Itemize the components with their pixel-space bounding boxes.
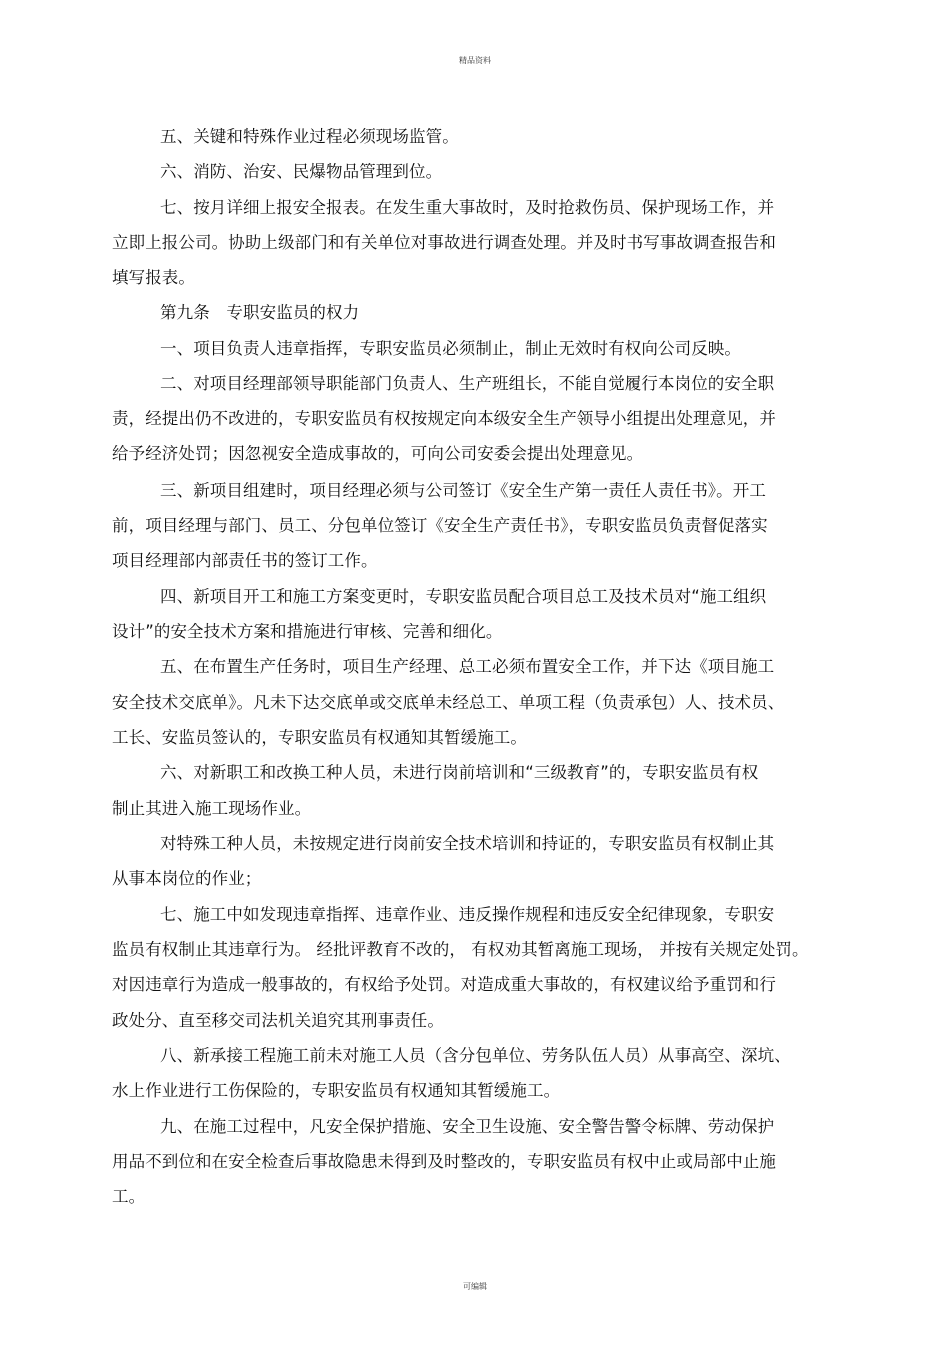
paragraph-line: 工长、安监员签认的，专职安监员有权通知其暂缓施工。 — [112, 728, 527, 747]
paragraph-line: 前，项目经理与部门、员工、分包单位签订《安全生产责任书》，专职安监员负责督促落实 — [112, 516, 768, 535]
paragraph-line: 八、新承接工程施工前未对施工人员（含分包单位、劳务队伍人员）从事高空、深坑、 — [160, 1046, 791, 1065]
page-header-label: 精品资料 — [459, 56, 491, 65]
paragraph-line: 制止其进入施工现场作业。 — [112, 799, 312, 818]
paragraph-line: 九、在施工过程中，凡安全保护措施、安全卫生设施、安全警告警令标牌、劳动保护 — [160, 1117, 775, 1136]
paragraph-line: 责，经提出仍不改进的，专职安监员有权按规定向本级安全生产领导小组提出处理意见，并 — [112, 409, 776, 428]
paragraph-line: 二、对项目经理部领导职能部门负责人、生产班组长，不能自觉履行本岗位的安全职 — [160, 374, 775, 393]
paragraph-line: 设计”的安全技术方案和措施进行审核、完善和细化。 — [112, 622, 503, 641]
paragraph-line: 七、施工中如发现违章指挥、违章作业、违反操作规程和违反安全纪律现象，专职安 — [160, 905, 775, 924]
paragraph-line: 监员有权制止其违章行为。 经批评教育不改的， 有权劝其暂离施工现场， 并按有关规定处罚。 — [112, 940, 809, 959]
paragraph-line: 填写报表。 — [112, 268, 195, 287]
paragraph-line: 从事本岗位的作业； — [112, 869, 262, 888]
paragraph-line: 七、按月详细上报安全报表。在发生重大事故时，及时抢救伤员、保护现场工作，并 — [160, 198, 775, 217]
page-footer-label: 可编辑 — [463, 1282, 487, 1291]
paragraph-line: 立即上报公司。协助上级部门和有关单位对事故进行调查处理。并及时书写事故调查报告和 — [112, 233, 776, 252]
paragraph-line: 对特殊工种人员，未按规定进行岗前安全技术培训和持证的，专职安监员有权制止其 — [160, 834, 775, 853]
paragraph-line: 对因违章行为造成一般事故的，有权给予处罚。对造成重大事故的，有权建议给予重罚和行 — [112, 975, 776, 994]
paragraph-line: 一、项目负责人违章指挥，专职安监员必须制止，制止无效时有权向公司反映。 — [160, 339, 741, 358]
paragraph-line: 用品不到位和在安全检查后事故隐患未得到及时整改的，专职安监员有权中止或局部中止施 — [112, 1152, 776, 1171]
paragraph-line: 六、消防、治安、民爆物品管理到位。 — [160, 162, 443, 181]
paragraph-line: 三、新项目组建时，项目经理必须与公司签订《安全生产第一责任人责任书》。开工 — [160, 481, 766, 500]
paragraph-line: 安全技术交底单》。凡未下达交底单或交底单未经总工、单项工程（负责承包）人、技术员、 — [112, 693, 785, 712]
paragraph-line: 政处分、直至移交司法机关追究其刑事责任。 — [112, 1011, 444, 1030]
paragraph-line: 五、关键和特殊作业过程必须现场监管。 — [160, 127, 459, 146]
paragraph-line: 给予经济处罚；因忽视安全造成事故的，可向公司安委会提出处理意见。 — [112, 444, 644, 463]
paragraph-line: 四、新项目开工和施工方案变更时，专职安监员配合项目总工及技术员对“施工组织 — [160, 587, 767, 606]
paragraph-line: 工。 — [112, 1187, 146, 1206]
paragraph-line: 五、在布置生产任务时，项目生产经理、总工必须布置安全工作，并下达《项目施工 — [160, 657, 775, 676]
paragraph-line: 六、对新职工和改换工种人员，未进行岗前培训和“三级教育”的，专职安监员有权 — [160, 763, 759, 782]
section-heading: 第九条 专职安监员的权力 — [160, 303, 360, 322]
paragraph-line: 水上作业进行工伤保险的，专职安监员有权通知其暂缓施工。 — [112, 1081, 561, 1100]
paragraph-line: 项目经理部内部责任书的签订工作。 — [112, 551, 378, 570]
